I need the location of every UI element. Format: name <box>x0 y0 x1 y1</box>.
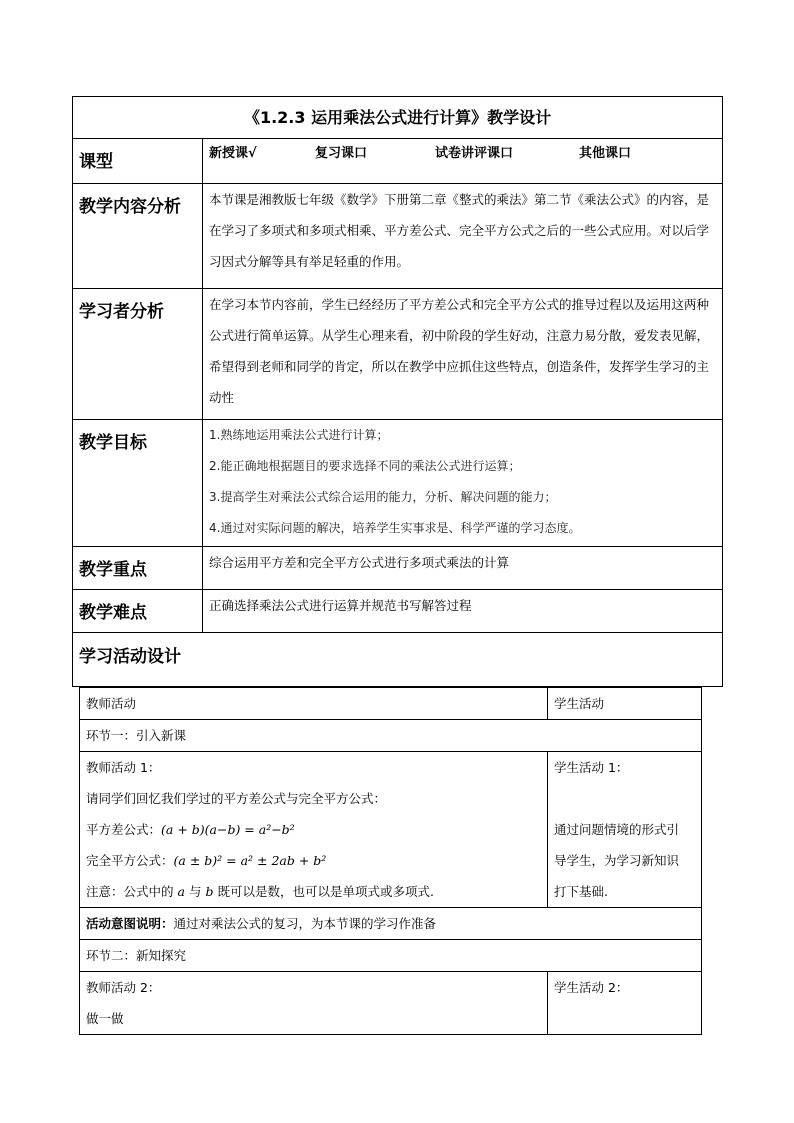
key-point-label: 教学重点 <box>73 547 203 590</box>
activity-table <box>79 687 702 1035</box>
teacher-activity-2-title: 教师活动 2： <box>86 980 161 995</box>
note-and: 与 <box>188 884 202 899</box>
note-suffix: 既可以是数，也可以是单项式或多项式. <box>217 884 434 899</box>
activity-intent-label: 活动意图说明： <box>86 916 174 931</box>
course-type-option: 新授课√ <box>209 146 257 161</box>
difficulty-text: 正确选择乘法公式进行运算并规范书写解答过程 <box>203 590 723 633</box>
student-activity-1-line: 导学生，为学习新知识 <box>554 853 680 868</box>
content-analysis-label: 教学内容分析 <box>73 184 203 289</box>
recall-instruction: 请同学们回忆我们学过的平方差公式与完全平方公式： <box>86 791 387 806</box>
page-title: 《1.2.3 运用乘法公式进行计算》教学设计 <box>73 97 723 139</box>
goals-list <box>203 420 723 547</box>
activity-design-heading: 学习活动设计 <box>73 633 723 687</box>
student-activity-1-line: 打下基础. <box>554 884 608 899</box>
teacher-activity-2 <box>80 972 548 1035</box>
teacher-activity-header: 教师活动 <box>80 688 548 720</box>
lesson-plan-table <box>72 96 723 687</box>
course-type-option: 试卷讲评课口 <box>435 146 514 161</box>
learner-analysis-label: 学习者分析 <box>73 289 203 420</box>
difference-of-squares-formula: (a + b)(a−b) = a²−b² <box>161 822 295 837</box>
student-activity-header: 学生活动 <box>548 688 702 720</box>
key-point-text: 综合运用平方差和完全平方公式进行多项式乘法的计算 <box>203 547 723 590</box>
perfect-square-line <box>86 845 541 876</box>
student-activity-2 <box>548 972 702 1035</box>
variable-a: a <box>177 884 185 899</box>
stage-one: 环节一：引入新课 <box>80 720 702 752</box>
teacher-activity-1 <box>80 752 548 908</box>
student-activity-1-line: 通过问题情境的形式引 <box>554 822 680 837</box>
variable-b: b <box>205 884 214 899</box>
difficulty-label: 教学难点 <box>73 590 203 633</box>
perfect-square-formula: (a ± b)² = a² ± 2ab + b² <box>173 853 327 868</box>
formula-label: 平方差公式： <box>86 822 162 837</box>
course-type-label: 课型 <box>73 139 203 184</box>
goal-item: 4.通过对实际问题的解决，培养学生实事求是、科学严谨的学习态度。 <box>209 521 581 535</box>
teacher-activity-2-line: 做一做 <box>86 1011 124 1026</box>
goal-item: 2.能正确地根据题目的要求选择不同的乘法公式进行运算； <box>209 459 521 473</box>
activity-intent-text: 通过对乘法公式的复习，为本节课的学习作准备 <box>173 916 437 931</box>
teacher-activity-1-title: 教师活动 1： <box>86 760 161 775</box>
goal-item: 1.熟练地运用乘法公式进行计算； <box>209 428 389 442</box>
spacer <box>554 783 695 814</box>
course-type-option: 其他课口 <box>579 146 632 161</box>
difference-of-squares-line <box>86 814 541 845</box>
lesson-plan <box>72 96 722 1035</box>
course-type-options <box>203 139 723 184</box>
note-line <box>86 876 541 907</box>
note-prefix: 注意：公式中的 <box>86 884 174 899</box>
course-type-option: 复习课口 <box>315 146 368 161</box>
stage-two: 环节二：新知探究 <box>80 940 702 972</box>
learner-analysis-text: 在学习本节内容前，学生已经经历了平方差公式和完全平方公式的推导过程以及运用这两种公式进行简单运算。从学生心理来看，初中阶段的学生好动，注意力易分散，爱发表见解，希望得到老师和同学的肯定，所以在教学中应抓住这些特点，创造条件，发挥学生学习的主动性 <box>203 289 723 420</box>
goal-item: 3.提高学生对乘法公式综合运用的能力，分析、解决问题的能力； <box>209 490 557 504</box>
goals-label: 教学目标 <box>73 420 203 547</box>
content-analysis-text: 本节课是湘教版七年级《数学》下册第二章《整式的乘法》第二节《乘法公式》的内容，是在学习了多项式和多项式相乘、平方差公式、完全平方公式之后的一些公式应用。对以后学习因式分解等具有举足轻重的作用。 <box>203 184 723 289</box>
student-activity-2-title: 学生活动 2： <box>554 980 629 995</box>
formula-label: 完全平方公式： <box>86 853 174 868</box>
student-activity-1-title: 学生活动 1： <box>554 760 629 775</box>
activity-intent <box>80 908 702 940</box>
activity-table-wrap <box>72 687 722 1035</box>
student-activity-1 <box>548 752 702 908</box>
